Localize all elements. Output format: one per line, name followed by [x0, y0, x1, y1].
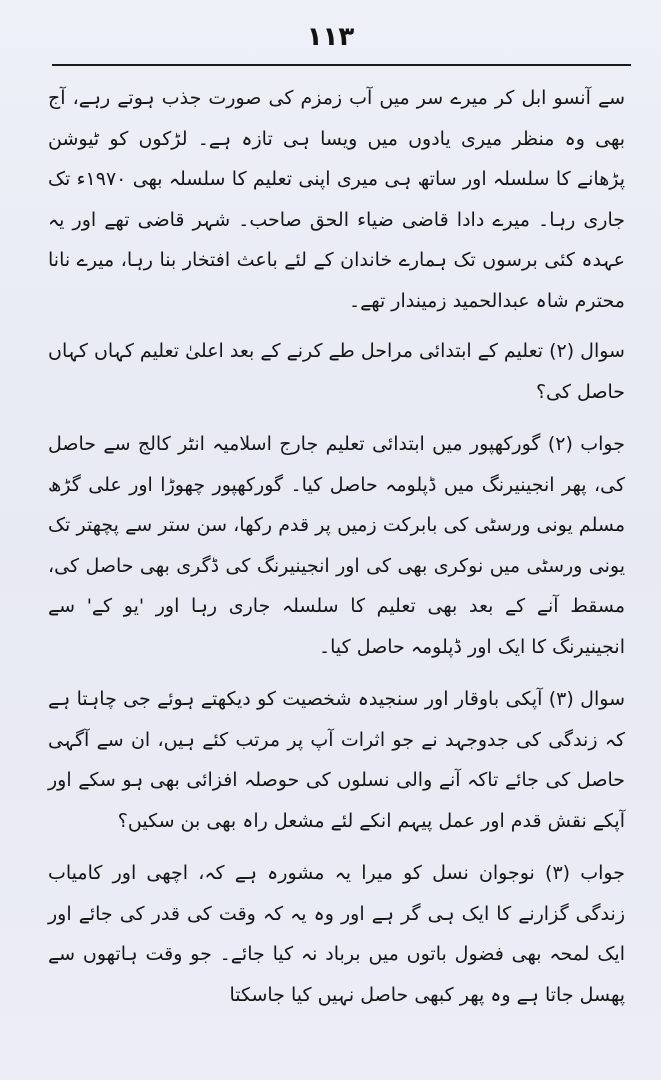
page-content	[48, 78, 625, 1027]
question-2-paragraph: سوال (۲) تعلیم کے ابتدائی مراحل طے کرنے کے بعد اعلیٰ تعلیم کہاں کہاں حاصل کی؟	[48, 340, 625, 403]
page-number: ۱۱۳	[306, 22, 355, 52]
answer-2-paragraph: جواب (۲) گورکھپور میں ابتدائی تعلیم جارج اسلامیہ انٹر کالج سے حاصل کی، پھر انجینیرنگ میں ڈپلومہ حاصل کیا۔ گورکھپور چھوڑا اور علی گڑھ مسلم یونی ورسٹی کی بابرکت زمیں پر قدم رکھا، سن ستر سے پچھتر تک یونی ورسٹی میں نوکری بھی کی اور انجینیرنگ کی ڈگری بھی حاصل کی، مسقط آنے کے بعد بھی تعلیم کا سلسلہ جاری رہا اور 'یو کے' سے انجینیرنگ کا ایک اور ڈپلومہ حاصل کیا۔	[48, 433, 625, 658]
body-paragraph: سے آنسو ابل کر میرے سر میں آب زمزم کی صورت جذب ہوتے رہے، آج بھی وہ منظر میری یادوں میں ویسا ہی تازہ ہے۔ لڑکوں کو ٹیوشن پڑھانے کا سلسلہ اور ساتھ ہی میری اپنی تعلیم کا سلسلہ بھی ۱۹۷۰ء تک جاری رہا۔ میرے دادا قاضی ضیاء الحق صاحب۔ شہر قاضی تھے اور یہ عہدہ کئی برسوں تک ہمارے خاندان کے لئے باعث افتخار بنا رہا، میرے نانا محترم شاہ عبدالحمید زمیندار تھے۔	[48, 87, 625, 312]
question-3-paragraph: سوال (۳) آپکی باوقار اور سنجیدہ شخصیت کو دیکھتے ہوئے جی چاہتا ہے کہ زندگی کی جدوجہد نے جو اثرات آپ پر مرتب کئے ہیں، ان سے آگہی حاصل کی جائے تاکہ آنے والی نسلوں کی حوصلہ افزائی بھی ہو سکے اور آپکے نقش قدم اور عمل پیہم انکے لئے مشعل راہ بھی بن سکیں؟	[48, 688, 625, 832]
answer-3-paragraph: جواب (۳) نوجوان نسل کو میرا یہ مشورہ ہے کہ، اچھی اور کامیاب زندگی گزارنے کا ایک ہی گر ہے اور وہ یہ کہ وقت کی قدر کی جائے اور ایک لمحہ بھی فضول باتوں میں برباد نہ کیا جائے۔ جو وقت ہاتھوں سے پھسل جاتا ہے وہ پھر کبھی حاصل نہیں کیا جاسکتا	[48, 862, 625, 1006]
header-rule	[52, 64, 631, 66]
